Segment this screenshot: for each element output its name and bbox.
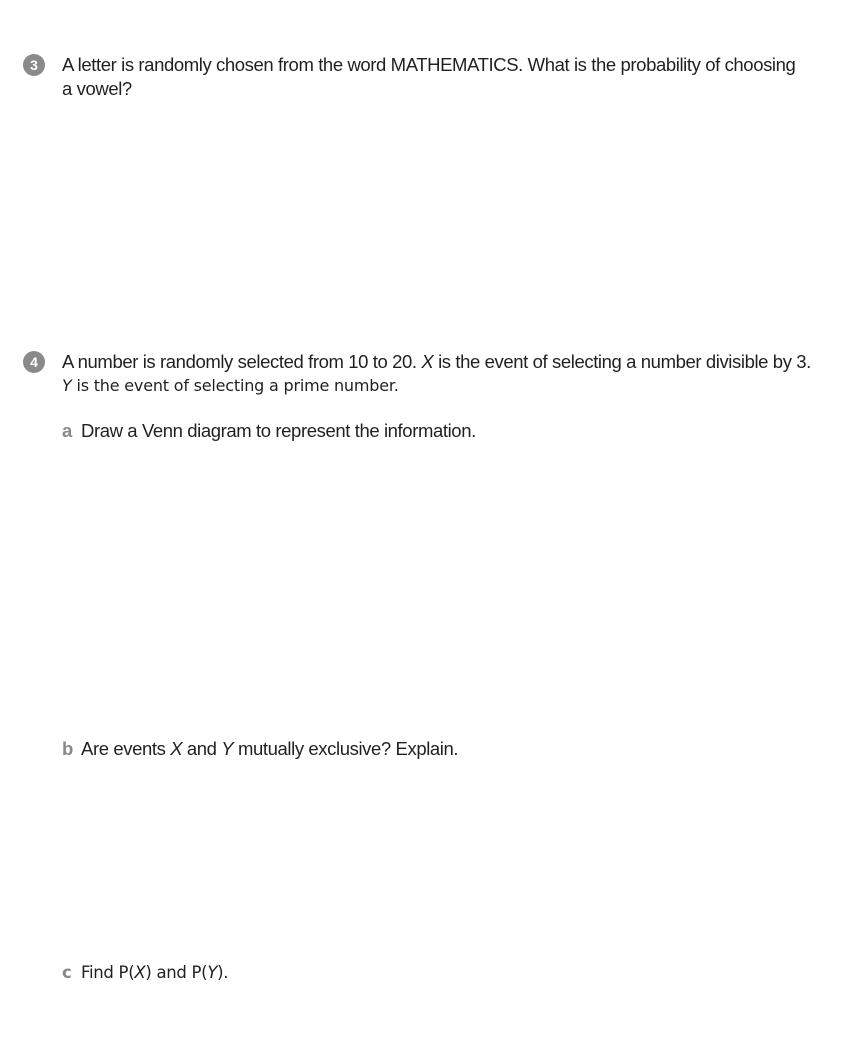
- question-3-line-2: a vowel?: [62, 78, 132, 99]
- part-letter: c: [62, 963, 72, 982]
- question-4-line-1: [62, 350, 811, 374]
- question-4-line-1-start: A number is randomly selected from 10 to 20.: [62, 351, 422, 372]
- part-b-text-start: Are events: [81, 738, 171, 759]
- question-4-line-2-end: is the event of selecting a prime number.: [71, 376, 399, 395]
- variable-x: X: [170, 738, 183, 759]
- part-letter: a: [62, 420, 72, 441]
- question-4-part-a: [62, 419, 476, 443]
- question-4-text: [62, 350, 811, 398]
- question-3-line-1: A letter is randomly chosen from the word MATHEMATICS. What is the probability of choosing: [62, 54, 796, 75]
- question-number-badge: 4: [23, 351, 45, 373]
- part-a-text: Draw a Venn diagram to represent the information.: [81, 420, 476, 441]
- question-4-line-2: [62, 374, 811, 398]
- variable-y: Y: [207, 963, 218, 982]
- question-3-text: [62, 53, 795, 101]
- part-c-text-end: ).: [217, 963, 229, 982]
- part-b-text-mid: and: [182, 738, 222, 759]
- question-number-badge: 3: [23, 54, 45, 76]
- variable-x: X: [421, 351, 434, 372]
- question-4-part-c: [62, 961, 228, 985]
- part-b-text-end: mutually exclusive? Explain.: [233, 738, 459, 759]
- question-4-line-1-end: is the event of selecting a number divisible by 3.: [433, 351, 811, 372]
- part-c-text-start: Find P(: [81, 963, 135, 982]
- variable-x: X: [134, 963, 146, 982]
- variable-y: Y: [221, 738, 234, 759]
- part-c-text-mid: ) and P(: [145, 963, 208, 982]
- part-letter: b: [62, 738, 73, 759]
- question-4-part-b: [62, 737, 458, 761]
- variable-y: Y: [62, 376, 72, 395]
